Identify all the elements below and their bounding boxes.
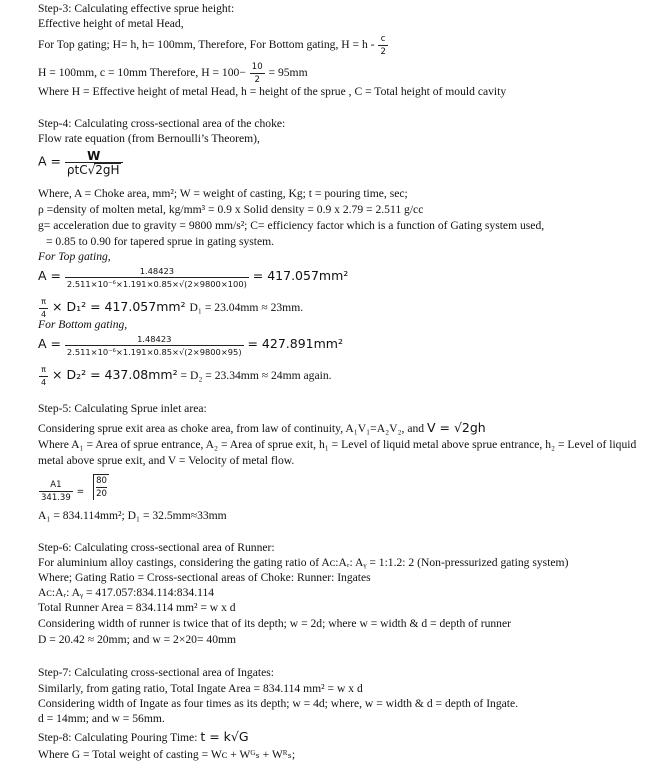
- step3-title: Step-3: Calculating effective sprue height:: [38, 2, 235, 15]
- step7-line2: Considering width of Ingate as four times as its depth; w = 4d; where, w = width & d = depth of Ingate.: [38, 697, 519, 710]
- den-root: 2gH: [95, 163, 120, 177]
- a1-fraction: [39, 479, 73, 504]
- sqrt-fraction: [87, 474, 109, 509]
- equals-sign: =: [76, 487, 85, 498]
- top-diameter-result: D₁ = 23.04mm ≈ 23mm.: [189, 301, 304, 315]
- bottom-fraction: [65, 333, 244, 358]
- fraction-numerator: 1.48423: [65, 265, 249, 278]
- fraction-numerator: W: [65, 150, 123, 163]
- step6-line3: Aᴄ:Aᵣ: Aᵧ = 417.057:834.114:834.114: [38, 586, 215, 599]
- step4-where4: = 0.85 to 0.90 for tapered sprue in gating system.: [46, 235, 275, 248]
- step4-bottom-gating-label: For Bottom gating,: [38, 318, 128, 331]
- velocity-equation: V = √2gh: [426, 420, 486, 435]
- equation-lhs: A =: [38, 153, 61, 169]
- top-diameter-eq: × D₁² = 417.057mm²: [52, 299, 190, 315]
- equation-lhs: A =: [38, 268, 61, 284]
- fraction-numerator: 80: [96, 476, 107, 486]
- step5-line3: metal above sprue exit, and V = Velocity of metal flow.: [38, 454, 295, 467]
- fraction-denominator: 4: [41, 378, 47, 387]
- bottom-diameter-eq: × D₂² = 437.08mm²: [52, 367, 178, 383]
- step8-title: [38, 730, 249, 745]
- step5-line1-text: Considering sprue exit area as choke area, from law of continuity, A₁V₁=A₂V₂, and: [38, 422, 427, 435]
- step6-line2: Where; Gating Ratio = Cross-sectional areas of Choke: Runner: Ingates: [38, 571, 371, 584]
- step4-bottom-equation: [38, 333, 343, 358]
- pi-over-4: [39, 364, 48, 389]
- step4-where3: g= acceleration due to gravity = 9800 mm/s²; C= efficiency factor which is a function of Gating system used,: [38, 219, 545, 232]
- fraction-denominator: 2.511×10⁻⁶×1.191×0.85×√(2×9800×95): [66, 347, 242, 357]
- step3-line4: Where H = Effective height of metal Head, h = height of the sprue , C = Total height of mould cavity: [38, 85, 507, 98]
- bottom-diameter-result: = D₂ = 23.34mm ≈ 24mm again.: [180, 369, 332, 383]
- step3-line1: Effective height of metal Head,: [38, 17, 184, 30]
- bottom-result: = 427.891mm²: [247, 336, 343, 352]
- step4-flow-equation: [38, 150, 124, 176]
- fraction-numerator: π: [39, 364, 48, 377]
- step3-line3-result: = 95mm: [268, 66, 308, 80]
- sqrt-inner: [93, 474, 109, 500]
- step7-title: Step-7: Calculating cross-sectional area of Ingates:: [38, 666, 274, 679]
- step8-line1: Where G = Total weight of casting = Wᴄ + Wᴳₛ + Wᴿₛ;: [38, 748, 296, 761]
- step7-line1: Similarly, from gating ratio, Total Ingate Area = 834.114 mm² = w x d: [38, 682, 363, 695]
- step8-title-text: Step-8: Calculating Pouring Time:: [38, 731, 201, 744]
- step5-result: A₁ = 834.114mm²; D₁ = 32.5mm≈33mm: [38, 509, 227, 522]
- fraction-numerator: A1: [39, 479, 73, 492]
- step5-line1: [38, 421, 486, 436]
- step4-line1: Flow rate equation (from Bernoulli’s Theorem),: [38, 132, 260, 145]
- fraction-numerator: π: [39, 296, 48, 309]
- step3-line2: [38, 33, 389, 58]
- step3-fraction-10-over-2: [250, 61, 265, 86]
- step3-line3: [38, 61, 308, 86]
- step4-top-gating-label: For Top gating,: [38, 250, 111, 263]
- step5-line2: Where A₁ = Area of sprue entrance, A₂ = Area of sprue exit, h₁ = Level of liquid metal above sprue entrance, h₂ = Level of liquid: [38, 438, 637, 451]
- step4-title: Step-4: Calculating cross-sectional area of the choke:: [38, 117, 286, 130]
- step6-line4: Total Runner Area = 834.114 mm² = w x d: [38, 601, 236, 614]
- step3-line3-text: H = 100mm, c = 10mm Therefore, H = 100−: [38, 66, 246, 80]
- step6-title: Step-6: Calculating cross-sectional area of Runner:: [38, 541, 275, 554]
- step4-bottom-diameter: [38, 364, 332, 389]
- step5-title: Step-5: Calculating Sprue inlet area:: [38, 402, 207, 415]
- fraction-numerator: 10: [251, 62, 263, 72]
- fraction-denominator: ρtC√2gH: [66, 163, 120, 177]
- den-text: ρtC: [66, 163, 88, 177]
- top-result: = 417.057mm²: [252, 268, 349, 284]
- fraction-numerator: 1.48423: [65, 333, 244, 346]
- fraction-denominator: 341.39: [41, 493, 71, 503]
- fraction-denominator: 4: [41, 310, 47, 319]
- step6-line6: D = 20.42 ≈ 20mm; and w = 2×20= 40mm: [38, 633, 237, 646]
- step4-where2: ρ =density of molten metal, kg/mm³ = 0.9 x Solid density = 0.9 x 2.79 = 2.511 g/cc: [38, 203, 424, 216]
- flow-fraction: [65, 150, 123, 176]
- fraction-denominator: 2: [380, 47, 386, 57]
- equation-lhs: A =: [38, 336, 61, 352]
- step4-top-equation: [38, 265, 348, 290]
- step3-fraction-c-over-2: [378, 33, 387, 58]
- step5-ratio-equation: [38, 474, 109, 509]
- top-fraction: [65, 265, 249, 290]
- step7-line3: d = 14mm; and w = 56mm.: [38, 712, 165, 725]
- step6-line5: Considering width of runner is twice that of its depth; w = 2d; where w = width & d = depth of runner: [38, 617, 511, 630]
- step3-line2-text: For Top gating; H= h, h= 100mm, Therefore, For Bottom gating, H = h -: [38, 38, 375, 52]
- pouring-time-equation: t = k√G: [200, 729, 249, 744]
- fraction-denominator: 2: [254, 75, 260, 85]
- fraction-denominator: 20: [96, 489, 107, 499]
- step6-line1: For aluminium alloy castings, considering the gating ratio of Aᴄ:Aᵣ: Aᵧ = 1:1.2: 2 (Non-pressurized gating system): [38, 556, 569, 569]
- step4-where1: Where, A = Choke area, mm²; W = weight of casting, Kg; t = pouring time, sec;: [38, 187, 408, 200]
- fraction-denominator: 2.511×10⁻⁶×1.191×0.85×√(2×9800×100): [66, 279, 247, 289]
- fraction-numerator: c: [378, 33, 387, 46]
